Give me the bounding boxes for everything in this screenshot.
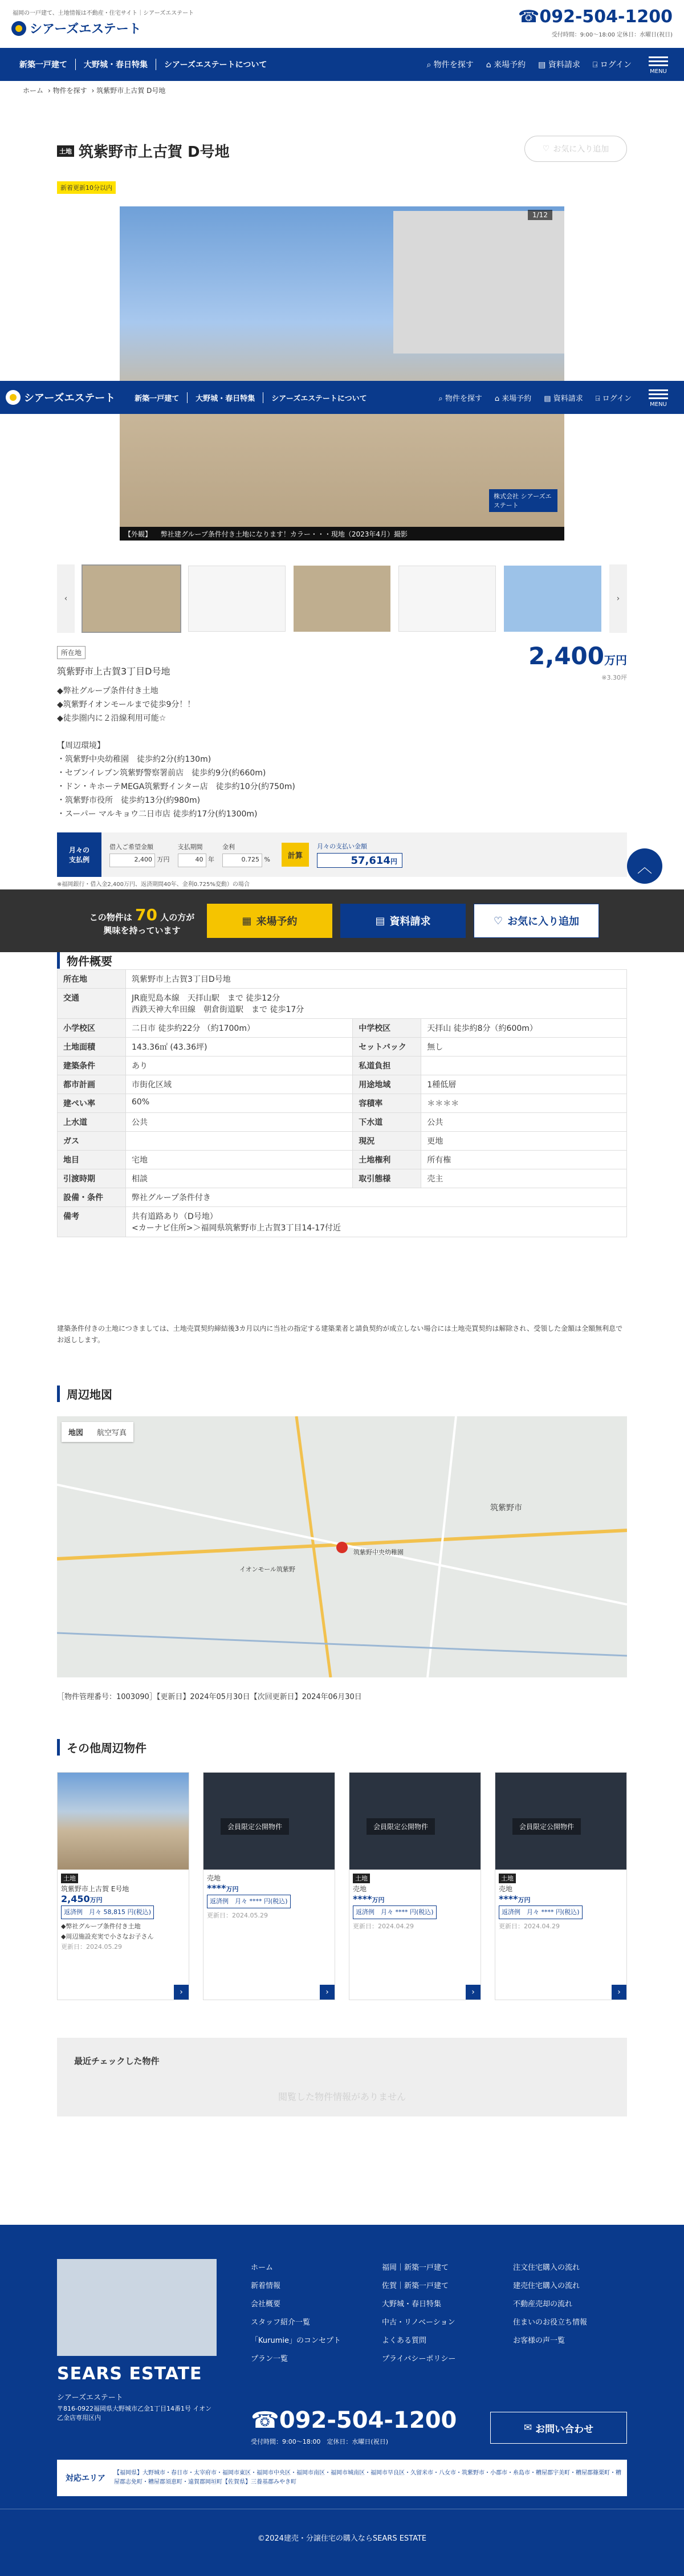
card-loan: 返済例 月々 **** 円(税込) [499,1905,583,1919]
card-tag: 土地 [61,1874,78,1883]
map-tab[interactable]: 地図 [68,1429,84,1437]
nav-login[interactable]: ⍈ ログイン [592,60,632,70]
detail-value: あり [126,1057,353,1075]
price-sub: ※3.30坪 [601,674,627,681]
card-title: 筑紫野市上古賀 E号地 [61,1885,129,1893]
nav-item-about[interactable]: シアーズエステートについて [271,394,367,403]
loan-term-input[interactable]: 40 [178,854,206,867]
footer-link[interactable]: 佐賀｜新築一戸建て [382,2282,449,2290]
request-docs-button[interactable]: ▤ 資料請求 [340,904,466,938]
header-phone[interactable]: ☎092-504-1200 [518,7,673,27]
nav-docs[interactable]: ▤ 資料請求 [544,394,583,403]
map-type-tabs [62,1422,133,1442]
photo-counter: 1/12 [528,210,552,220]
card-image [495,1773,626,1870]
card-price: 2,450万円 [61,1894,103,1904]
card-price: ****万円 [207,1883,239,1894]
loan-amount: 借入ご希望金額 2,400 万円 [109,842,170,867]
thumbnail[interactable] [83,566,180,632]
interest-count: この物件は 70 人の方が 興味を持っています [89,905,195,936]
card-loan: 返済例 月々 **** 円(税込) [207,1895,291,1908]
favorite-button[interactable]: ♡ お気に入り追加 [524,136,627,162]
breadcrumb-current: 筑紫野市上古賀 D号地 [96,87,166,95]
card-date: 更新日：2024.04.29 [353,1923,414,1930]
card-tag: 土地 [353,1874,370,1883]
detail-row [58,1075,627,1094]
header-hours: 受付時間：9:00〜18:00 定休日：水曜日(祝日) [551,32,673,38]
detail-value: 弊社グループ条件付き [126,1188,627,1207]
detail-row [58,1207,627,1237]
detail-label: 用途地域 [353,1075,421,1094]
breadcrumb-search[interactable]: 物件を探す [52,87,87,95]
property-card[interactable] [57,1772,189,2000]
area-label: 対応エリア [66,2474,105,2483]
photo-caption: 【外観】 弊社建グループ条件付き土地になります！カラー・・・現地（2023年4月）撮影 [120,527,564,541]
logo[interactable]: シアーズエステート [11,19,141,37]
address: 筑紫野市上古賀3丁目D号地 [57,666,170,677]
card-image [203,1773,335,1870]
detail-row [58,970,627,989]
footer-link[interactable]: 新着情報 [251,2282,281,2290]
detail-value: 公共 [421,1113,627,1132]
property-card[interactable] [203,1772,335,2000]
members-only-label: 会員限定公開物件 [221,1818,289,1835]
footer-address: 〒816-0922福岡県大野城市乙金1丁目14番1号 イオン乙金店専用区内 [57,2405,212,2421]
footer-link[interactable]: 不動産売却の流れ [513,2300,573,2309]
thumb-prev-icon[interactable]: ‹ [57,564,75,633]
footer-hours: 受付時間：9:00〜18:00 定休日：水曜日(祝日) [251,2438,388,2445]
loan-simulator [57,832,627,877]
detail-label: 所在地 [58,970,126,989]
card-date: 更新日：2024.05.29 [207,1912,268,1919]
thumbnail-strip [57,564,627,633]
detail-label: 建ぺい率 [58,1094,126,1113]
calculate-button[interactable]: 計算 [282,843,309,867]
footer [0,2225,684,2509]
map[interactable] [57,1416,627,1677]
loan-rate: 金利 0.725 % [222,842,270,867]
map-heading: 周辺地図 [57,1385,112,1402]
card-price: ****万円 [353,1894,385,1904]
detail-label: 引渡時期 [58,1169,126,1188]
detail-label: セットバック [353,1038,421,1057]
detail-row [58,1038,627,1057]
cta-bar [0,889,684,952]
detail-value: 売主 [421,1169,627,1188]
loan-note: ※福岡銀行・借入金2,400万円、返済期間40年、金利0.725%変動）の場合 [57,881,250,888]
price: 2,400万円 [528,642,627,670]
detail-row [58,1113,627,1132]
detail-label: 地目 [58,1151,126,1169]
loan-term: 支払期間 40 年 [178,842,215,867]
detail-value: 筑紫野市上古賀3丁目D号地 [126,970,627,989]
detail-row [58,1057,627,1075]
loan-label: 月々の 支払例 [57,832,101,877]
heart-icon: ♡ [542,144,550,153]
nav-item-about[interactable]: シアーズエステートについて [164,60,267,70]
menu-button[interactable]: MENU [644,54,673,75]
detail-label: 下水道 [353,1113,421,1132]
thumbnail[interactable] [398,566,496,632]
chevron-right-icon[interactable]: › [174,1985,189,2000]
footer-link[interactable]: 福岡｜新築一戸建て [382,2264,449,2272]
detail-value [421,1057,627,1075]
details-table [57,969,627,1237]
document-icon: ▤ [375,915,385,927]
detail-row [58,1169,627,1188]
detail-value: 所有権 [421,1151,627,1169]
card-date: 更新日：2024.05.29 [61,1943,122,1951]
detail-row [58,1188,627,1207]
detail-value: 天拝山 徒歩約8分（約600m） [421,1019,627,1038]
sticky-nav [0,381,684,414]
detail-value: 共有道路あり（D号地） <カーナビ住所>＞福岡県筑紫野市上古賀3丁目14-17付近 [126,1207,627,1237]
footer-link[interactable]: スタッフ紹介一覧 [251,2318,311,2327]
location-label: 所在地 [57,646,85,659]
loan-rate-input[interactable]: 0.725 [222,854,262,867]
nav-login[interactable]: ⍈ ログイン [595,394,632,403]
card-title: 売地 [353,1885,367,1893]
nav-docs[interactable]: ▤ 資料請求 [538,60,580,70]
new-badge: 新着更新10分以内 [57,181,116,194]
card-title: 売地 [207,1874,221,1882]
nav-item-feature[interactable]: 大野城・春日特集 [188,392,263,403]
menu-button[interactable]: MENU [644,387,673,408]
detail-label: 私道負担 [353,1057,421,1075]
thumbnail[interactable] [294,566,391,632]
breadcrumb-home[interactable]: ホーム [23,87,44,95]
map-label-city: 筑紫野市 [490,1504,522,1513]
details-note: 建築条件付きの土地につきましては、土地売買契約締結後3カ月以内に当社の指定する建築業者と請負契約が成立しない場合には土地売買契約は解除され、受領した金額は全額無利息でお返しします。 [57,1324,623,1344]
detail-row [58,1132,627,1151]
nav-item-new-homes[interactable]: 新築一戸建て [127,392,188,403]
card-title: 売地 [499,1885,513,1893]
detail-value: 1種低層 [421,1075,627,1094]
nav-search[interactable]: ⌕ 物件を探す [438,394,482,403]
detail-label: 小学校区 [58,1019,126,1038]
map-label-kindergarten: 筑紫野中央幼稚園 [353,1549,404,1556]
mail-icon: ✉ [523,2422,532,2433]
add-favorite-button[interactable]: ♡ お気に入り追加 [474,904,599,938]
nav-visit[interactable]: ⌂ 来場予約 [486,60,526,70]
management-info: ［物件管理番号：1003090］【更新日】2024年05月30日【次回更新日】2024年06月30日 [57,1693,362,1701]
footer-link[interactable]: 注文住宅購入の流れ [513,2264,580,2272]
phone-icon: ☎ [518,7,540,27]
detail-label: 現況 [353,1132,421,1151]
thumbnail[interactable] [188,566,286,632]
chevron-right-icon[interactable]: › [320,1985,335,2000]
members-only-label: 会員限定公開物件 [367,1818,435,1835]
satellite-tab[interactable]: 航空写真 [97,1429,127,1437]
card-price: ****万円 [499,1894,531,1904]
map-label-aeon: イオンモール筑紫野 [239,1566,296,1573]
footer-link[interactable]: 「Kurumie」のコンセプト [251,2337,341,2345]
card-image [349,1773,481,1870]
detail-value: 市街化区域 [126,1075,353,1094]
scroll-top-button[interactable] [627,848,662,884]
calendar-icon: ▦ [242,915,252,927]
recent-heading: 最近チェックした物件 [74,2056,160,2066]
details-heading: 物件概要 [57,952,112,969]
service-area [57,2460,627,2496]
footer-link[interactable]: お客様の声一覧 [513,2337,565,2345]
footer-col3 [513,2259,587,2350]
detail-value: ＊＊＊＊ [421,1094,627,1113]
detail-value: 宅地 [126,1151,353,1169]
breadcrumb: ホーム › 物件を探す › 筑紫野市上古賀 D号地 [23,87,166,95]
property-card[interactable] [349,1772,481,2000]
detail-row [58,1094,627,1113]
detail-value: 公共 [126,1113,353,1132]
tagline: 福岡の一戸建て、土地情報は不動産・住宅サイト｜シアーズエステート [13,10,194,17]
footer-phone[interactable]: ☎092-504-1200 [251,2407,457,2433]
detail-value: 二日市 徒歩約22分 （約1700m） [126,1019,353,1038]
card-image [58,1773,189,1870]
description: ◆弊社グループ条件付き土地 ◆筑紫野イオンモールまで徒歩9分！！ ◆徒歩圏内に２沿線利用可能☆ 【周辺環境】 ・筑紫野中央幼稚園 徒歩約2分(約130m) ・セブンイレブン筑紫野警察署前店 徒歩約9分(約660m) ・ドン・キホーテMEGA筑紫野インター店 徒歩約10分(約750m) ・筑紫野市役所 徒歩約13分(約980m) ・スーパー マルキョウ二日市店 徒歩約17分(約1300m) [57,686,295,819]
detail-label: 中学校区 [353,1019,421,1038]
card-date: 更新日：2024.04.29 [499,1923,560,1930]
photo-watermark: 株式会社 シアーズエステート [489,489,557,512]
chevron-right-icon[interactable]: › [612,1985,626,2000]
footer-link[interactable]: 住まいのお役立ち情報 [513,2318,588,2327]
chevron-up-icon: ︿ [637,859,652,876]
main-nav [0,48,684,81]
footer-link[interactable]: 大野城・春日特集 [382,2300,442,2309]
map-roads [57,1416,627,1677]
detail-row [58,989,627,1019]
area-list: 【福岡県】大野城市・春日市・太宰府市・福岡市東区・福岡市中央区・福岡市南区・福岡市城南区・福岡市早良区・久留米市・八女市・筑紫野市・小郡市・糸島市・糟屋郡宇美町・糟屋郡篠栗町・糟屋郡志免町・糟屋郡須恵町・遠賀郡岡垣町【佐賀県】三養基郡みやき町 [114,2470,621,2485]
detail-value: 60% [126,1094,353,1113]
property-card[interactable] [495,1772,627,2000]
monthly-payment: 月々の支払い金額 57,614円 [317,842,402,868]
footer-link[interactable]: 建売住宅購入の流れ [513,2282,580,2290]
thumbnail[interactable] [504,566,601,632]
footer-link[interactable]: プライバシーポリシー [382,2355,456,2363]
chevron-right-icon[interactable]: › [466,1985,481,2000]
nav-item-new-homes[interactable]: 新築一戸建て [11,59,76,70]
detail-label: ガス [58,1132,126,1151]
footer-col2 [382,2259,455,2368]
nav-visit[interactable]: ⌂ 来場予約 [494,394,532,403]
loan-amount-input[interactable]: 2,400 [109,854,155,867]
detail-value: 143.36㎡ (43.36坪) [126,1038,353,1057]
card-desc: ◆弊社グループ条件付き土地 ◆周辺施設充実で小さなお子さん [61,1923,154,1940]
detail-label: 容積率 [353,1094,421,1113]
card-tag: 土地 [499,1874,516,1883]
footer-brand: SEARS ESTATE [57,2364,202,2384]
nav-search[interactable]: ⌕ 物件を探す [426,60,474,70]
heart-icon: ♡ [493,915,503,927]
footer-col1 [251,2259,341,2368]
detail-label: 上水道 [58,1113,126,1132]
card-loan: 返済例 月々 58,815 円(税込) [61,1905,154,1919]
nav-item-feature[interactable]: 大野城・春日特集 [76,59,156,70]
card-loan: 返済例 月々 **** 円(税込) [353,1905,437,1919]
recent-empty: 閲覧した物件情報がありません [278,2091,406,2102]
logo-icon [6,390,21,405]
property-title: 土地 筑紫野市上古賀 D号地 [57,140,230,161]
detail-label: 土地権利 [353,1151,421,1169]
detail-label: 建築条件 [58,1057,126,1075]
detail-value: JR鹿児島本線 天拝山駅 まで 徒歩12分 西鉄天神大牟田線 朝倉街道駅 まで 徒歩17分 [126,989,627,1019]
detail-label: 設備・条件 [58,1188,126,1207]
type-tag: 土地 [57,145,74,157]
photo-house [393,211,564,354]
footer-link[interactable]: 会社概要 [251,2300,281,2309]
footer-link[interactable]: よくある質問 [382,2337,427,2345]
detail-row [58,1151,627,1169]
detail-label: 交通 [58,989,126,1019]
detail-label: 土地面積 [58,1038,126,1057]
detail-value [126,1132,353,1151]
footer-link[interactable]: 中古・リノベーション [382,2318,455,2327]
office-photo [57,2259,217,2356]
detail-label: 備考 [58,1207,126,1237]
nearby-properties [57,1772,627,2000]
footer-link[interactable]: ホーム [251,2264,274,2272]
copyright: ©2024建売・分譲住宅の購入ならSEARS ESTATE [0,2509,684,2576]
visit-reservation-button[interactable]: ▦ 来場予約 [207,904,332,938]
footer-company: シアーズエステート [57,2394,123,2402]
logo-icon [11,21,26,36]
footer-link[interactable]: プラン一覧 [251,2355,288,2363]
detail-label: 都市計画 [58,1075,126,1094]
members-only-label: 会員限定公開物件 [512,1818,581,1835]
detail-row [58,1019,627,1038]
detail-value: 無し [421,1038,627,1057]
detail-value: 更地 [421,1132,627,1151]
others-heading: その他周辺物件 [57,1739,146,1756]
thumb-next-icon[interactable]: › [609,564,627,633]
sticky-logo[interactable]: シアーズエステート [6,390,115,405]
contact-button[interactable]: ✉ お問い合わせ [490,2412,627,2444]
detail-label: 取引態様 [353,1169,421,1188]
detail-value: 相談 [126,1169,353,1188]
recently-viewed [57,2038,627,2116]
